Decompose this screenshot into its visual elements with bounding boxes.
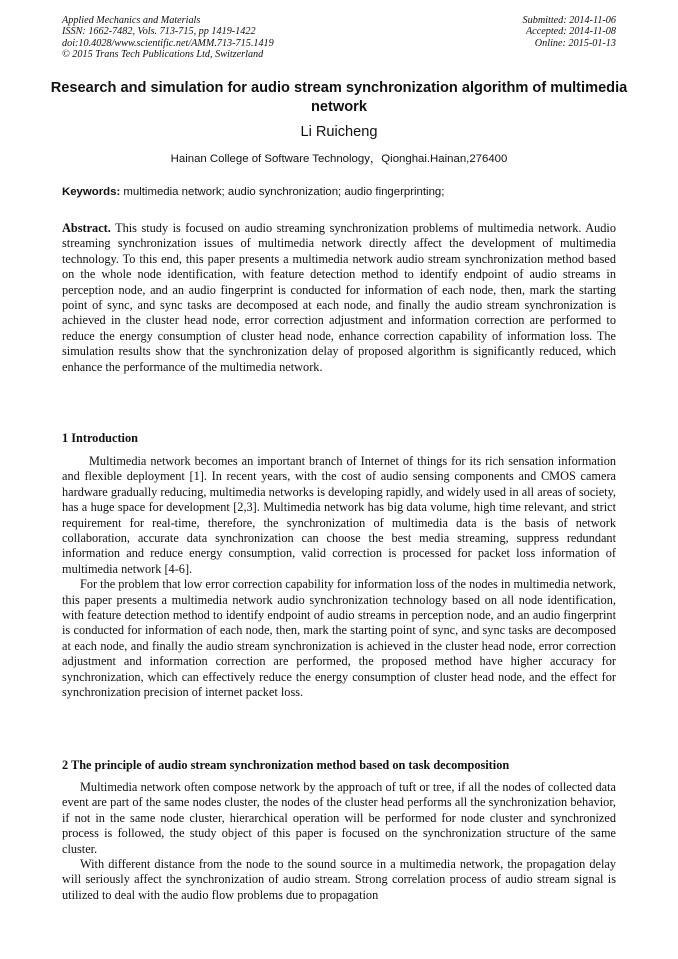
journal-info: [62, 15, 274, 61]
journal-name: Applied Mechanics and Materials: [62, 15, 201, 26]
abstract-label: Abstract.: [62, 221, 111, 235]
author-affiliation: Hainan College of Software Technology，Qionghai.Hainan,276400: [170, 153, 508, 165]
principle-body: [62, 780, 616, 903]
keywords-text: multimedia network; audio synchronization; audio fingerprinting;: [123, 186, 445, 198]
page-header: [62, 15, 616, 61]
submitted-date: Submitted: 2014-11-06: [522, 15, 616, 26]
accepted-date: Accepted: 2014-11-08: [525, 26, 616, 38]
paragraph: For the problem that low error correction capability for information loss of the nodes in multimedia network, this paper presents a multimedia network audio synchronization technology based on all node identification, with feature detection method to identify endpoint of audio streams in perception node, and an audio fingerprint is conducted for information of each node, then, mark the starting point of sync, and sync tasks are decomposed at each node, and finally the audio stream synchronization is achieved in the cluster head node, error correction adjustment and information correction are performed, the proposed method have higher accuracy for synchronization, which can effectively reduce the energy consumption of cluster head node, and the effect for synchronization precision of internet packet loss.: [62, 577, 616, 700]
dates-info: [523, 15, 616, 61]
issn-line: ISSN: 1662-7482, Vols. 713-715, pp 1419-1422: [62, 26, 256, 38]
keywords-label: Keywords:: [62, 186, 121, 198]
keywords-line: [62, 186, 616, 198]
paragraph: With different distance from the node to the sound source in a multimedia network, the propagation delay will seriously affect the synchronization of audio stream. Strong correlation process of audio stream signal is utilized to deal with the audio flow problems due to propagation: [62, 857, 616, 902]
online-date: Online: 2015-01-13: [534, 37, 616, 49]
abstract-text: This study is focused on audio streaming synchronization problems of multimedia network. Audio streaming synchronization issues of multimedia network directly affect the development of multimedia technology. To this end, this paper presents a multimedia network audio stream synchronization method based on the whole node identification, with feature detection method to identify endpoint of audio streams in perception node, and an audio fingerprint is conducted for information of each node, then, mark the starting point of sync, and sync tasks are decomposed at each node, and finally the audio stream synchronization is achieved in the cluster head node, error correction adjustment and information correction are performed to reduce the energy consumption of cluster head node, enhance correction capability of information loss. The simulation results show that the synchronization delay of proposed algorithm is significantly reduced, which enhance the performance of the multimedia network.: [62, 221, 616, 374]
section-heading-introduction: 1 Introduction: [62, 431, 138, 445]
abstract: [62, 221, 616, 375]
doi-line: doi:10.4028/www.scientific.net/AMM.713-715.1419: [62, 37, 274, 49]
paragraph: Multimedia network often compose network by the approach of tuft or tree, if all the nodes of collected data event are part of the same nodes cluster, the nodes of the cluster head performs all the synchronization behavior, if not in the same node cluster, hierarchical operation will be performed for node cluster and synchronized process is followed, the study object of this paper is focused on the synchronization structure of the same cluster.: [62, 780, 616, 856]
introduction-body: [62, 454, 616, 701]
author-name: Li Ruicheng: [300, 124, 378, 140]
section-heading-principle: 2 The principle of audio stream synchronization method based on task decomposition: [62, 758, 510, 772]
copyright-line: © 2015 Trans Tech Publications Ltd, Switzerland: [62, 49, 264, 61]
paper-title: Research and simulation for audio stream synchronization algorithm of multimedia network: [50, 80, 628, 115]
paragraph: Multimedia network becomes an important branch of Internet of things for its rich sensation information and flexible deployment [1]. In recent years, with the cost of audio sensing components and CMOS camera hardware gradually reducing, multimedia networks is developing rapidly, and widely used in all areas of society, has a huge space for development [2,3]. Multimedia network has big data volume, high time relevant, and strict requirement for real-time, therefore, the synchronization of multimedia data is the basis of network collaboration, accurate data synchronization can choose the best media streaming, suppress redundant information and reduce energy consumption, valid correction is processed for packet loss information of multimedia network [4-6].: [62, 454, 616, 576]
